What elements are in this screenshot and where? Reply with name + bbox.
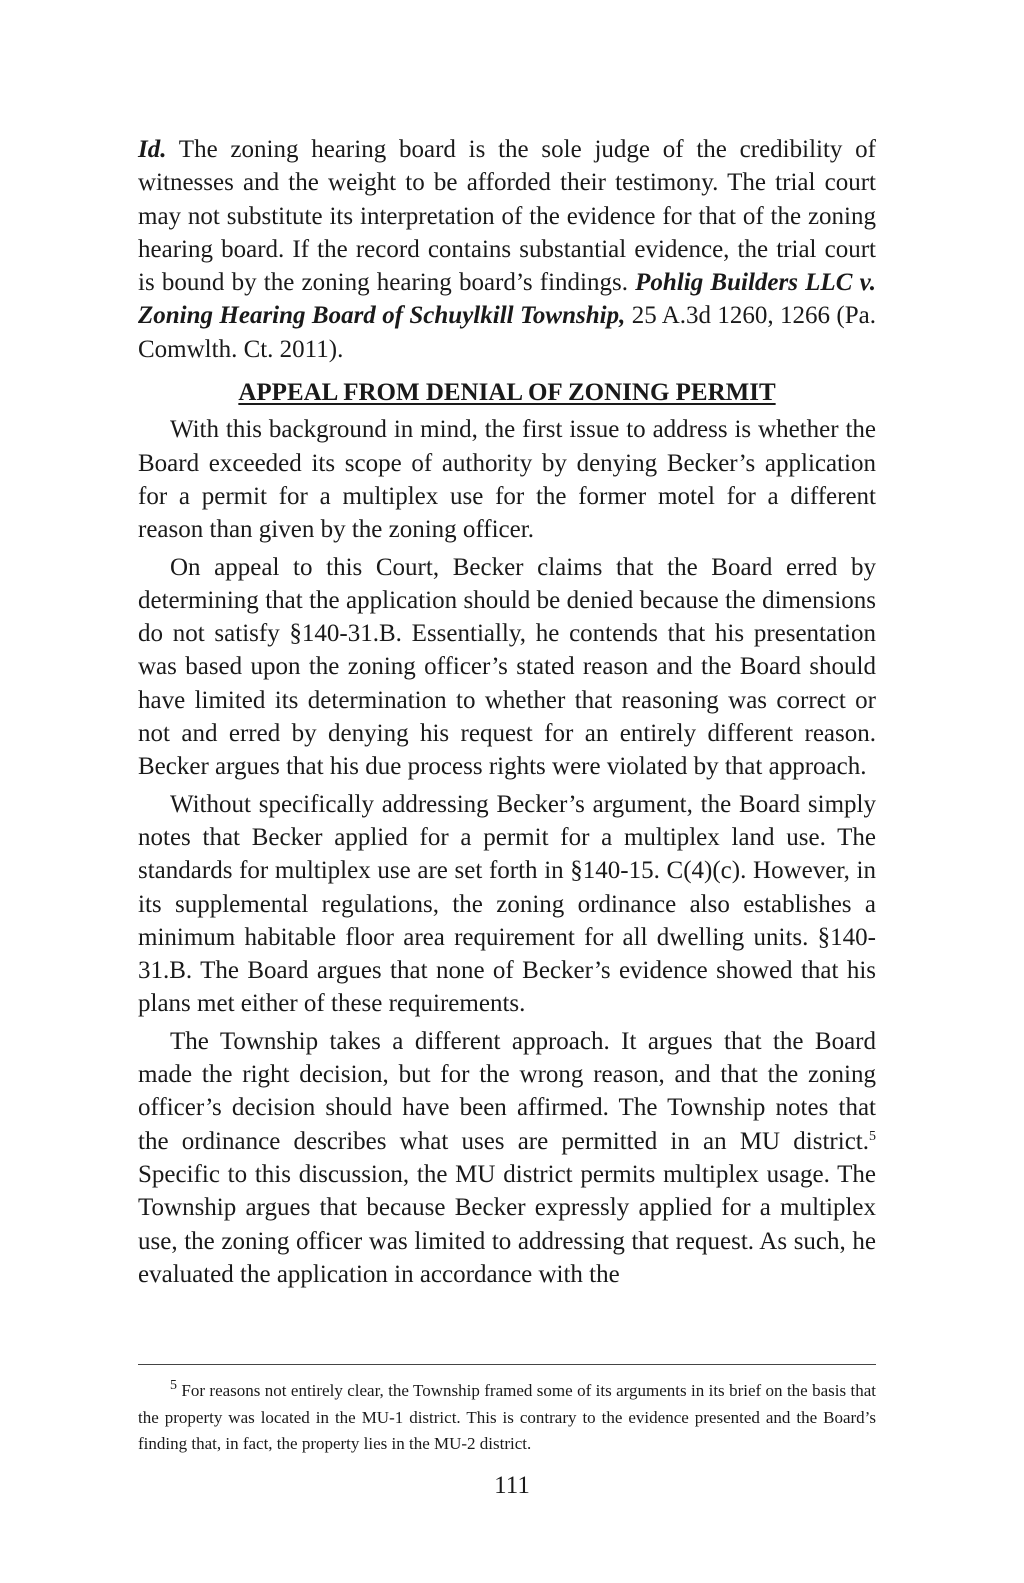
footnote — [138, 1378, 876, 1458]
paragraph-text: The Township takes a different approach. It argues that the Board made the right decision, but for the wrong reason, and that the zoning officer’s decision should have been affirmed. The Township notes that the ordinance describes what uses are permitted in an MU district. — [138, 1027, 876, 1155]
id-citation: Id. — [138, 136, 167, 163]
paragraph-credibility — [138, 133, 876, 366]
paragraph-background: With this background in mind, the first issue to address is whether the Board exceeded its scope of authority by denying Becker’s application for a permit for a multiplex use for the former motel for a different reason than given by the zoning officer. — [138, 416, 876, 544]
footnote-divider — [138, 1364, 876, 1365]
case-citation: 25 A.3d 1260, 1266 (Pa. Comwlth. Ct. 2011). — [138, 302, 876, 363]
footnote-text: For reasons not entirely clear, the Township framed some of its arguments in its brief on the basis that the property was located in the MU-1 district. This is contrary to the evidence presented and the Board’s finding that, in fact, the property lies in the MU-2 district. — [138, 1381, 876, 1453]
paragraph-board-argument: Without specifically addressing Becker’s argument, the Board simply notes that Becker applied for a permit for a multiplex land use. The standards for multiplex use are set forth in §140-15. C(4)(c). However, in its supplemental regulations, the zoning ordinance also establishes a minimum habitable floor area requirement for all dwelling units. §140-31.B. The Board argues that none of Becker’s evidence showed that his plans met either of these requirements. — [138, 790, 876, 1018]
paragraph-township-approach — [138, 1025, 876, 1291]
case-name: Pohlig Builders LLC v. Zoning Hearing Board of Schuylkill Township, — [138, 269, 876, 330]
footnote-reference[interactable]: 5 — [869, 1128, 876, 1144]
footnote-number: 5 — [170, 1378, 177, 1393]
paragraph-becker-claims: On appeal to this Court, Becker claims that the Board erred by determining that the application should be denied because the dimensions do not satisfy §140-31.B. Essentially, he contends that his presentation was based upon the zoning officer’s stated reason and the Board should have limited its determination to whether that reasoning was correct or not and erred by denying his request for an entirely different reason. Becker argues that his due process rights were violated by that approach. — [138, 553, 876, 781]
paragraph-text: The zoning hearing board is the sole judge of the credibility of witnesses and the weight to be afforded their testimony. The trial court may not substitute its interpretation of the evidence for that of the zoning hearing board. If the record contains substantial evidence, the trial court is bound by the zoning hearing board’s findings. — [138, 136, 876, 297]
page-number: 111 — [494, 1472, 530, 1499]
page-body — [138, 133, 876, 1291]
section-heading: APPEAL FROM DENIAL OF ZONING PERMIT — [238, 379, 776, 407]
paragraph-text: Specific to this discussion, the MU district permits multiplex usage. The Township argues that because Becker expressly applied for a multiplex use, the zoning officer was limited to addressing that request. As such, he evaluated the application in accordance with the — [138, 1160, 876, 1288]
